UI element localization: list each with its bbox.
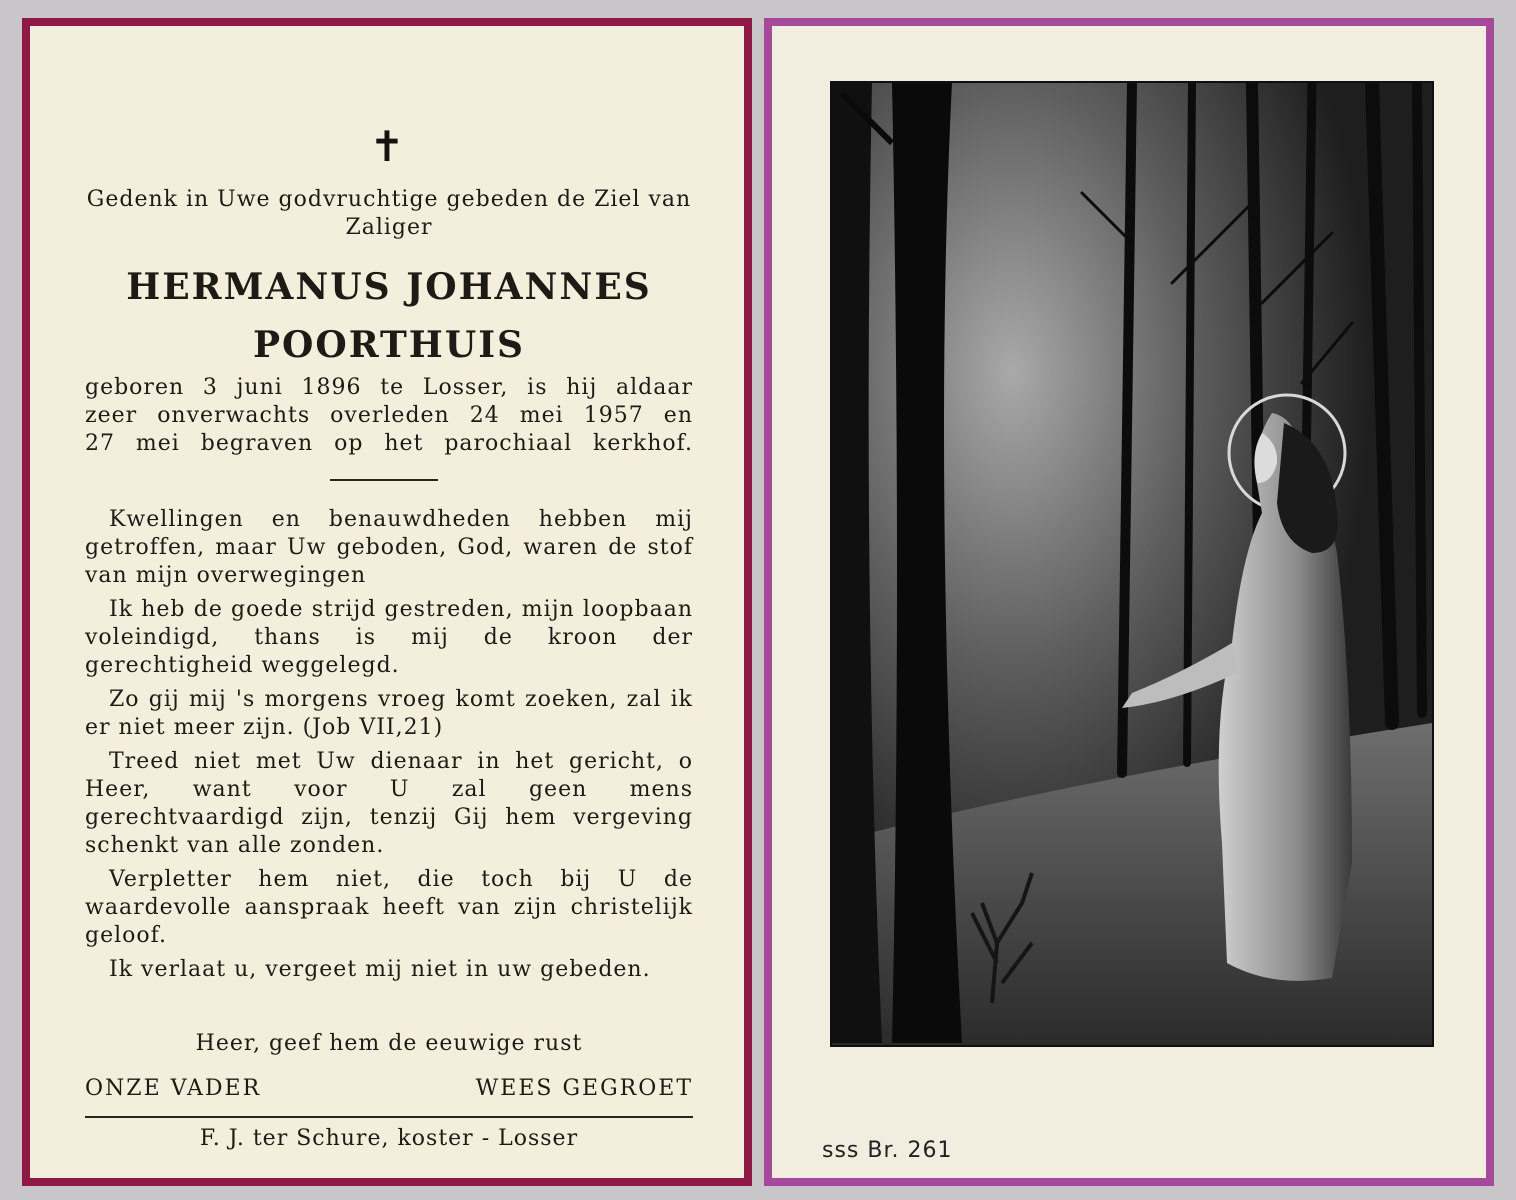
footer-divider <box>85 1116 693 1118</box>
divider <box>330 479 438 481</box>
cross-icon: ✝ <box>369 122 405 171</box>
praying-figure-in-forest-icon <box>830 81 1434 1047</box>
life-dates-line: zeer onverwachts overleden 24 mei 1957 en <box>85 403 693 428</box>
prayers-row <box>85 1076 693 1101</box>
deceased-name <box>85 258 693 374</box>
memorial-image-card <box>764 18 1494 1186</box>
verse: Ik heb de goede strijd gestreden, mijn loopbaan voleindigd, thans is mij de kroon der gerechtigheid weggelegd. <box>85 597 693 678</box>
name-line-1: HERMANUS JOHANNES <box>126 266 652 308</box>
life-dates-line: geboren 3 juni 1896 te Losser, is hij aldaar <box>85 375 693 400</box>
prayer-hail-mary: WEES GEGROET <box>475 1076 693 1101</box>
verse: Zo gij mij 's morgens vroeg komt zoeken, zal ik er niet meer zijn. (Job VII,21) <box>85 687 693 740</box>
memorial-text-card <box>22 18 752 1186</box>
final-prayer: Heer, geef hem de eeuwige rust <box>195 1031 583 1056</box>
name-line-2: POORTHUIS <box>252 324 526 366</box>
life-dates <box>85 374 693 458</box>
intro-text: Gedenk in Uwe godvruchtige gebeden de Ziel van Zaliger <box>86 187 692 240</box>
verse: Kwellingen en benauwdheden hebben mij getroffen, maar Uw geboden, God, waren de stof van mijn overwegingen <box>85 507 693 588</box>
verses <box>85 506 693 990</box>
prayer-our-father: ONZE VADER <box>85 1076 262 1101</box>
verse: Ik verlaat u, vergeet mij niet in uw gebeden. <box>109 957 651 982</box>
verse: Treed niet met Uw dienaar in het gericht, o Heer, want voor U zal geen mens gerechtvaardigd zijn, tenzij Gij hem vergeving schenkt van alle zonden. <box>85 749 693 858</box>
printer-credit: F. J. ter Schure, koster - Losser <box>199 1126 579 1151</box>
verse: Verpletter hem niet, die toch bij U de waardevolle aanspraak heeft van zijn christelijk geloof. <box>85 867 693 948</box>
life-dates-line: 27 mei begraven op het parochiaal kerkhof. <box>85 431 693 456</box>
publisher-code: sss Br. 261 <box>822 1138 953 1163</box>
